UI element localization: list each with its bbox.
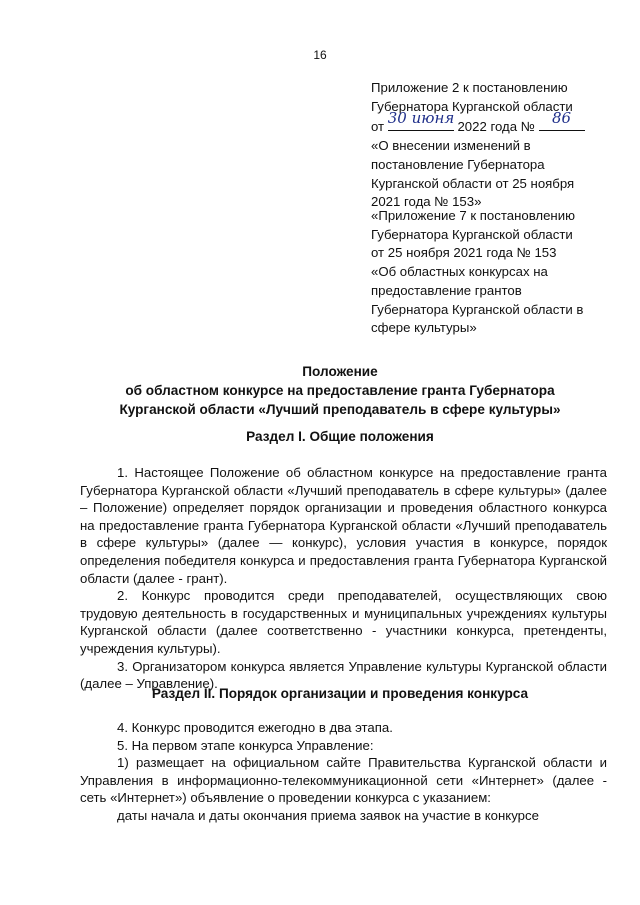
paragraph: 4. Конкурс проводится ежегодно в два этапа.: [117, 720, 393, 735]
appendix-header: [371, 79, 616, 212]
appendix-original-line: Губернатора Курганской области: [371, 226, 573, 242]
appendix-header-line: 2021 года № 153»: [371, 194, 482, 210]
paragraph: даты начала и даты окончания приема заявок на участие в конкурсе: [117, 807, 539, 823]
appendix-header-line: Губернатора Курганской области: [371, 98, 573, 114]
document-title-line: Положение: [302, 364, 378, 379]
handwritten-number: 86: [551, 109, 572, 128]
section-1-body: [80, 464, 607, 693]
handwritten-date: 30 июня: [387, 109, 455, 128]
paragraph: 1. Настоящее Положение об областном конкурсе на предоставление гранта Губернатора Курганской области «Лучший преподаватель в сфере культуры» (далее – Положение) определяет порядок организации и проведения областного конкурса на предоставление гранта Губернатора Курганской области «Лучший преподаватель в сфере культуры» (далее — конкурс), условия участия в конкурсе, порядок определения победителя конкурса и предоставления гранта Губернатора Курганской области (далее - грант).: [80, 465, 607, 586]
appendix-original: [371, 207, 616, 338]
number-blank: [539, 109, 585, 131]
date-day-blank: [387, 109, 455, 131]
appendix-original-line: предоставление грантов: [371, 282, 522, 298]
document-title-line: об областном конкурсе на предоставление гранта Губернатора: [125, 383, 555, 398]
paragraph: 5. На первом этапе конкурса Управление:: [117, 737, 374, 753]
appendix-header-line: Курганской области от 25 ноября: [371, 175, 575, 191]
appendix-original-line: сфере культуры»: [371, 320, 477, 336]
appendix-original-line: Губернатора Курганской области в: [371, 301, 584, 317]
appendix-original-line: «Об областных конкурсах на: [371, 264, 548, 280]
document-title-line: Курганской области «Лучший преподаватель в сфере культуры»: [119, 402, 561, 417]
paragraph: 3. Организатором конкурса является Управление культуры Курганской области (далее – Управление).: [80, 658, 607, 692]
appendix-header-line: «О внесении изменений в: [371, 138, 531, 154]
appendix-header-line: постановление Губернатора: [371, 156, 545, 172]
section-1-heading: Раздел I. Общие положения: [246, 429, 434, 444]
document-title: [60, 362, 620, 419]
date-prefix: от: [371, 119, 385, 135]
appendix-date-line: [371, 109, 616, 137]
paragraph: 2. Конкурс проводится среди преподавателей, осуществляющих свою трудовую деятельность в государственных и муниципальных учреждениях культуры Курганской области (далее соответственно - участники конкурса, претенденты, учреждения культуры).: [80, 588, 607, 656]
page-number: 16: [313, 48, 327, 62]
paragraph: 1) размещает на официальном сайте Правительства Курганской области и Управления в информационно-телекоммуникационной сети «Интернет» (далее - сеть «Интернет») объявление о проведении конкурса с указанием:: [80, 755, 607, 806]
appendix-original-line: от 25 ноября 2021 года № 153: [371, 245, 557, 261]
section-2-heading: Раздел II. Порядок организации и проведения конкурса: [151, 686, 529, 701]
date-year: 2022 года №: [457, 119, 535, 135]
appendix-original-line: «Приложение 7 к постановлению: [371, 208, 575, 223]
section-2-body: [80, 719, 607, 825]
appendix-header-line: Приложение 2 к постановлению: [371, 80, 568, 95]
